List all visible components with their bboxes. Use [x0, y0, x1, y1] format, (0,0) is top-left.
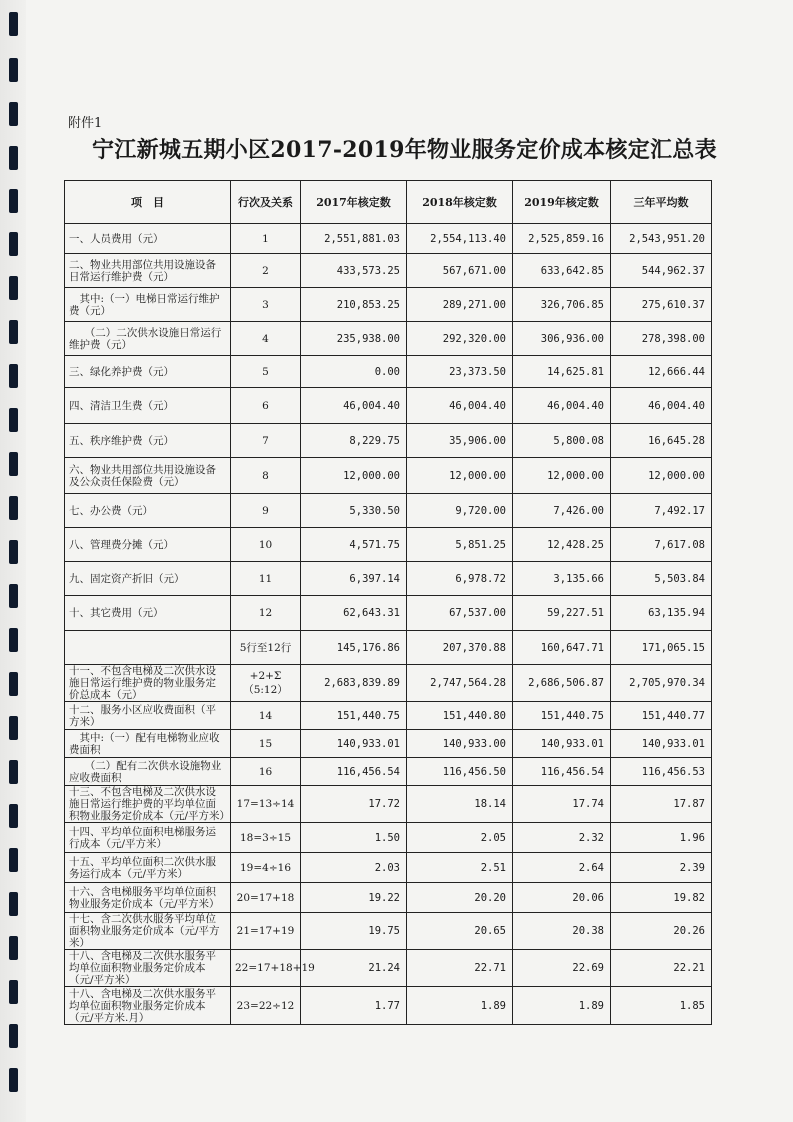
value-2019: 306,936.00 [513, 322, 611, 356]
table-row [65, 950, 712, 987]
row-item-label [65, 631, 231, 665]
value-2017: 19.75 [301, 913, 407, 950]
value-2017: 0.00 [301, 356, 407, 388]
value-2018: 46,004.40 [407, 388, 513, 424]
binding-strip [0, 0, 26, 1122]
table-row [65, 424, 712, 458]
row-relation: 2 [231, 254, 301, 288]
table-row [65, 458, 712, 494]
table-header-row [65, 181, 712, 224]
value-2019: 12,000.00 [513, 458, 611, 494]
value-2017: 235,938.00 [301, 322, 407, 356]
table-row [65, 254, 712, 288]
table-row [65, 786, 712, 823]
value-2018: 2,747,564.28 [407, 665, 513, 702]
table-row [65, 758, 712, 786]
row-item-label: 其中:（一）配有电梯物业应收费面积 [65, 730, 231, 758]
row-relation: 12 [231, 596, 301, 631]
value-2017: 210,853.25 [301, 288, 407, 322]
table-row [65, 288, 712, 322]
value-2018: 20.65 [407, 913, 513, 950]
row-relation: 5行至12行 [231, 631, 301, 665]
value-2018: 2,554,113.40 [407, 224, 513, 254]
value-average: 5,503.84 [611, 562, 712, 596]
binding-ring [9, 146, 18, 170]
value-2019: 160,647.71 [513, 631, 611, 665]
value-2019: 140,933.01 [513, 730, 611, 758]
table-row [65, 665, 712, 702]
row-item-label: 八、管理费分摊（元） [65, 528, 231, 562]
value-average: 278,398.00 [611, 322, 712, 356]
binding-ring [9, 1068, 18, 1092]
value-average: 46,004.40 [611, 388, 712, 424]
column-header: 行次及关系 [231, 181, 301, 224]
row-relation: 3 [231, 288, 301, 322]
value-2018: 5,851.25 [407, 528, 513, 562]
value-2019: 3,135.66 [513, 562, 611, 596]
row-relation: +2+Σ（5:12） [231, 665, 301, 702]
binding-ring [9, 716, 18, 740]
value-2017: 6,397.14 [301, 562, 407, 596]
binding-ring [9, 364, 18, 388]
binding-ring [9, 980, 18, 1004]
value-2018: 289,271.00 [407, 288, 513, 322]
row-item-label: 五、秩序维护费（元） [65, 424, 231, 458]
row-relation: 22=17+18+19 [231, 950, 301, 987]
column-header: 2019年核定数 [513, 181, 611, 224]
row-item-label: 一、人员费用（元） [65, 224, 231, 254]
table-row [65, 528, 712, 562]
row-relation: 18=3÷15 [231, 823, 301, 853]
value-average: 2,543,951.20 [611, 224, 712, 254]
row-item-label: 十一、不包含电梯及二次供水设施日常运行维护费的物业服务定价总成本（元） [65, 665, 231, 702]
value-2018: 151,440.80 [407, 702, 513, 730]
column-header: 2018年核定数 [407, 181, 513, 224]
binding-ring [9, 320, 18, 344]
value-2017: 116,456.54 [301, 758, 407, 786]
binding-ring [9, 628, 18, 652]
row-item-label: 十、其它费用（元） [65, 596, 231, 631]
value-2017: 12,000.00 [301, 458, 407, 494]
binding-ring [9, 1024, 18, 1048]
row-item-label: 十五、平均单位面积二次供水服务运行成本（元/平方米） [65, 853, 231, 883]
value-2017: 151,440.75 [301, 702, 407, 730]
row-relation: 5 [231, 356, 301, 388]
value-2017: 1.77 [301, 987, 407, 1025]
binding-ring [9, 452, 18, 476]
value-2018: 67,537.00 [407, 596, 513, 631]
value-average: 544,962.37 [611, 254, 712, 288]
binding-ring [9, 584, 18, 608]
value-2017: 5,330.50 [301, 494, 407, 528]
value-2018: 35,906.00 [407, 424, 513, 458]
row-item-label: 十三、不包含电梯及二次供水设施日常运行维护费的平均单位面积物业服务定价成本（元/平方米） [65, 786, 231, 823]
page-title: 宁江新城五期小区2017-2019年物业服务定价成本核定汇总表 [92, 137, 717, 163]
value-2017: 433,573.25 [301, 254, 407, 288]
value-2019: 46,004.40 [513, 388, 611, 424]
row-item-label: 六、物业共用部位共用设施设备及公众责任保险费（元） [65, 458, 231, 494]
value-2019: 1.89 [513, 987, 611, 1025]
value-2019: 151,440.75 [513, 702, 611, 730]
table-row [65, 883, 712, 913]
value-average: 20.26 [611, 913, 712, 950]
value-average: 1.85 [611, 987, 712, 1025]
value-2019: 2,525,859.16 [513, 224, 611, 254]
table-row [65, 853, 712, 883]
value-2018: 2.51 [407, 853, 513, 883]
row-relation: 11 [231, 562, 301, 596]
binding-ring [9, 848, 18, 872]
table-row [65, 356, 712, 388]
row-item-label: 十二、服务小区应收费面积（平方米） [65, 702, 231, 730]
value-2018: 207,370.88 [407, 631, 513, 665]
value-2019: 116,456.54 [513, 758, 611, 786]
value-2018: 23,373.50 [407, 356, 513, 388]
table-row [65, 494, 712, 528]
value-2018: 22.71 [407, 950, 513, 987]
row-relation: 23=22÷12 [231, 987, 301, 1025]
row-item-label: 十八、含电梯及二次供水服务平均单位面积物业服务定价成本（元/平方米） [65, 950, 231, 987]
binding-ring [9, 232, 18, 256]
value-average: 2.39 [611, 853, 712, 883]
binding-ring [9, 892, 18, 916]
value-2019: 17.74 [513, 786, 611, 823]
value-2017: 1.50 [301, 823, 407, 853]
value-average: 171,065.15 [611, 631, 712, 665]
row-relation: 20=17+18 [231, 883, 301, 913]
row-item-label: （二）配有二次供水设施物业应收费面积 [65, 758, 231, 786]
row-item-label: 十六、含电梯服务平均单位面积物业服务定价成本（元/平方米） [65, 883, 231, 913]
value-2019: 20.06 [513, 883, 611, 913]
value-2019: 22.69 [513, 950, 611, 987]
row-relation: 10 [231, 528, 301, 562]
row-item-label: 其中:（一）电梯日常运行维护费（元） [65, 288, 231, 322]
binding-ring [9, 760, 18, 784]
value-2017: 145,176.86 [301, 631, 407, 665]
table-row [65, 823, 712, 853]
table-row [65, 322, 712, 356]
value-average: 1.96 [611, 823, 712, 853]
value-2019: 7,426.00 [513, 494, 611, 528]
value-average: 63,135.94 [611, 596, 712, 631]
value-2017: 46,004.40 [301, 388, 407, 424]
value-2018: 116,456.50 [407, 758, 513, 786]
value-average: 2,705,970.34 [611, 665, 712, 702]
value-average: 7,492.17 [611, 494, 712, 528]
row-item-label: （二）二次供水设施日常运行维护费（元） [65, 322, 231, 356]
value-average: 17.87 [611, 786, 712, 823]
value-average: 151,440.77 [611, 702, 712, 730]
binding-ring [9, 58, 18, 82]
value-average: 12,000.00 [611, 458, 712, 494]
value-2018: 1.89 [407, 987, 513, 1025]
value-2017: 4,571.75 [301, 528, 407, 562]
table-row [65, 388, 712, 424]
row-relation: 19=4÷16 [231, 853, 301, 883]
row-relation: 9 [231, 494, 301, 528]
table-row [65, 224, 712, 254]
binding-ring [9, 804, 18, 828]
value-2019: 2,686,506.87 [513, 665, 611, 702]
value-2017: 140,933.01 [301, 730, 407, 758]
row-item-label: 二、物业共用部位共用设施设备日常运行维护费（元） [65, 254, 231, 288]
binding-ring [9, 189, 18, 213]
row-item-label: 四、清洁卫生费（元） [65, 388, 231, 424]
binding-ring [9, 102, 18, 126]
value-2018: 292,320.00 [407, 322, 513, 356]
column-header: 2017年核定数 [301, 181, 407, 224]
value-2019: 633,642.85 [513, 254, 611, 288]
row-relation: 17=13÷14 [231, 786, 301, 823]
table-row [65, 562, 712, 596]
row-relation: 6 [231, 388, 301, 424]
value-2017: 2.03 [301, 853, 407, 883]
value-2019: 12,428.25 [513, 528, 611, 562]
row-item-label: 十八、含电梯及二次供水服务平均单位面积物业服务定价成本（元/平方米.月） [65, 987, 231, 1025]
value-average: 7,617.08 [611, 528, 712, 562]
table-row [65, 730, 712, 758]
row-relation: 16 [231, 758, 301, 786]
value-2017: 17.72 [301, 786, 407, 823]
value-2018: 20.20 [407, 883, 513, 913]
value-2019: 20.38 [513, 913, 611, 950]
value-2018: 12,000.00 [407, 458, 513, 494]
table-row [65, 913, 712, 950]
value-2017: 8,229.75 [301, 424, 407, 458]
value-2017: 19.22 [301, 883, 407, 913]
row-item-label: 七、办公费（元） [65, 494, 231, 528]
value-2017: 2,551,881.03 [301, 224, 407, 254]
table-row [65, 702, 712, 730]
row-relation: 14 [231, 702, 301, 730]
binding-ring [9, 12, 18, 36]
value-2019: 326,706.85 [513, 288, 611, 322]
table-row [65, 987, 712, 1025]
value-2018: 6,978.72 [407, 562, 513, 596]
value-2017: 21.24 [301, 950, 407, 987]
table-row [65, 631, 712, 665]
value-average: 275,610.37 [611, 288, 712, 322]
value-2019: 5,800.08 [513, 424, 611, 458]
value-average: 12,666.44 [611, 356, 712, 388]
row-relation: 4 [231, 322, 301, 356]
value-2017: 2,683,839.89 [301, 665, 407, 702]
binding-ring [9, 672, 18, 696]
binding-ring [9, 540, 18, 564]
value-average: 22.21 [611, 950, 712, 987]
column-header: 三年平均数 [611, 181, 712, 224]
row-item-label: 十七、含二次供水服务平均单位面积物业服务定价成本（元/平方米） [65, 913, 231, 950]
row-relation: 7 [231, 424, 301, 458]
cost-summary-table [64, 180, 712, 1025]
value-2019: 2.32 [513, 823, 611, 853]
binding-ring [9, 496, 18, 520]
value-2018: 567,671.00 [407, 254, 513, 288]
value-average: 116,456.53 [611, 758, 712, 786]
value-2019: 59,227.51 [513, 596, 611, 631]
value-2019: 2.64 [513, 853, 611, 883]
row-item-label: 十四、平均单位面积电梯服务运行成本（元/平方米） [65, 823, 231, 853]
value-2017: 62,643.31 [301, 596, 407, 631]
value-2018: 18.14 [407, 786, 513, 823]
value-2018: 140,933.00 [407, 730, 513, 758]
value-2019: 14,625.81 [513, 356, 611, 388]
row-relation: 21=17+19 [231, 913, 301, 950]
table-row [65, 596, 712, 631]
binding-ring [9, 936, 18, 960]
value-average: 16,645.28 [611, 424, 712, 458]
binding-ring [9, 408, 18, 432]
value-average: 19.82 [611, 883, 712, 913]
row-relation: 15 [231, 730, 301, 758]
column-header: 项 目 [65, 181, 231, 224]
row-relation: 1 [231, 224, 301, 254]
binding-ring [9, 276, 18, 300]
row-item-label: 三、绿化养护费（元） [65, 356, 231, 388]
attachment-label: 附件1 [68, 116, 103, 131]
value-2018: 2.05 [407, 823, 513, 853]
value-2018: 9,720.00 [407, 494, 513, 528]
row-item-label: 九、固定资产折旧（元） [65, 562, 231, 596]
value-average: 140,933.01 [611, 730, 712, 758]
row-relation: 8 [231, 458, 301, 494]
